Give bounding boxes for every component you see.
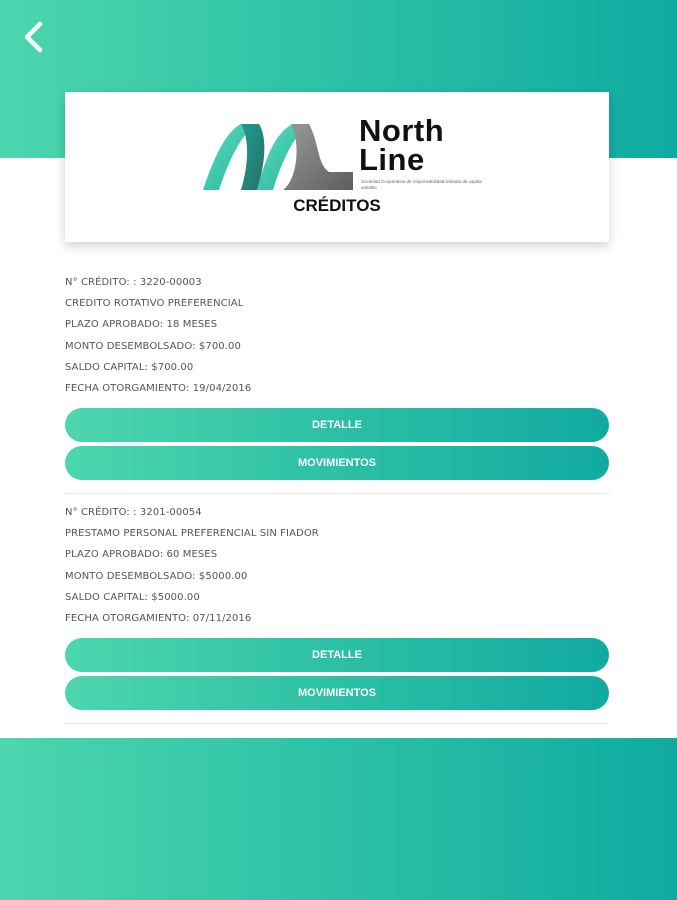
movimientos-button[interactable]: MOVIMIENTOS: [65, 446, 609, 480]
brand-name: North Line: [359, 113, 445, 177]
credit-date: FECHA OTORGAMIENTO: 19/04/2016: [65, 382, 252, 394]
credit-item: [65, 272, 609, 494]
chevron-left-icon: [18, 18, 52, 56]
credit-term: PLAZO APROBADO: 60 MESES: [65, 549, 218, 561]
footer-background: [0, 738, 677, 900]
credit-item: [65, 502, 609, 724]
north-line-logo-icon: [201, 120, 357, 192]
detalle-button[interactable]: DETALLE: [65, 638, 609, 672]
credit-date: FECHA OTORGAMIENTO: 07/11/2016: [65, 612, 252, 624]
movimientos-button[interactable]: MOVIMIENTOS: [65, 676, 609, 710]
credit-balance: SALDO CAPITAL: $700.00: [65, 361, 194, 373]
credit-amount: MONTO DESEMBOLSADO: $700.00: [65, 340, 241, 352]
credit-balance: SALDO CAPITAL: $5000.00: [65, 591, 200, 603]
brand-tagline: Sociedad Cooperativa de responsabilidad limitada de capital variable: [361, 179, 482, 190]
divider: [65, 493, 609, 494]
credit-type: CREDITO ROTATIVO PREFERENCIAL: [65, 298, 244, 310]
credit-type: PRESTAMO PERSONAL PREFERENCIAL SIN FIADOR: [65, 528, 319, 540]
credit-term: PLAZO APROBADO: 18 MESES: [65, 319, 218, 331]
credit-number: N° CRÉDITO: : 3201-00054: [65, 507, 202, 518]
credit-number: N° CRÉDITO: : 3220-00003: [65, 277, 202, 288]
divider: [65, 723, 609, 724]
page-title: CRÉDITOS: [293, 196, 381, 215]
back-button[interactable]: [18, 18, 52, 56]
logo-card: [65, 92, 609, 242]
detalle-button[interactable]: DETALLE: [65, 408, 609, 442]
credit-amount: MONTO DESEMBOLSADO: $5000.00: [65, 570, 248, 582]
